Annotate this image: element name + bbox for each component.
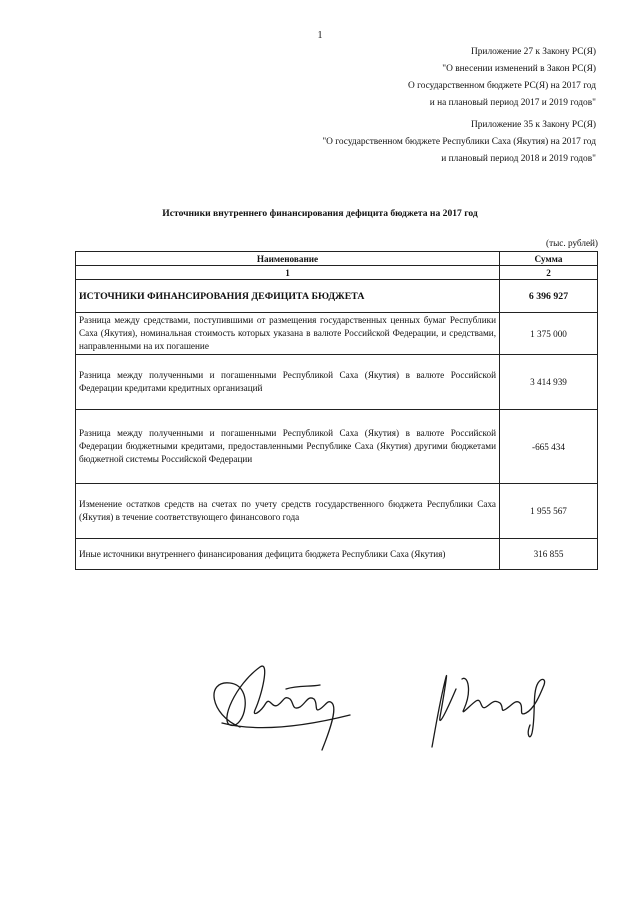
signature-left [214, 666, 350, 750]
row-amount: -665 434 [500, 410, 598, 484]
page-number: 1 [317, 30, 323, 41]
row-amount: 3 414 939 [500, 355, 598, 410]
appendix-27-line-3: О государственном бюджете РС(Я) на 2017 год [407, 81, 596, 91]
row-name: Изменение остатков средств на счетах по учету средств государственного бюджета Республики Саха (Якутия) в течение соответствующего финансового года [76, 484, 500, 539]
column-number-row [76, 266, 598, 280]
header-name: Наименование [76, 252, 500, 266]
appendix-35-header [322, 117, 596, 168]
table-row [76, 539, 598, 570]
table-row [76, 484, 598, 539]
table-row [76, 355, 598, 410]
table-row-total [76, 280, 598, 313]
column-number-1: 1 [76, 266, 500, 280]
row-name: Разница между полученными и погашенными Республикой Саха (Якутия) в валюте Российской Федерации кредитами кредитных организаций [76, 355, 500, 410]
row-amount: 1 375 000 [500, 313, 598, 355]
header-amount: Сумма [500, 252, 598, 266]
row-name: ИСТОЧНИКИ ФИНАНСИРОВАНИЯ ДЕФИЦИТА БЮДЖЕТА [76, 280, 500, 313]
row-amount: 316 855 [500, 539, 598, 570]
row-name: Иные источники внутреннего финансирования дефицита бюджета Республики Саха (Якутия) [76, 539, 500, 570]
row-amount: 6 396 927 [500, 280, 598, 313]
signatures [200, 655, 580, 765]
appendix-27-header [408, 44, 596, 112]
row-name: Разница между полученными и погашенными Республикой Саха (Якутия) в валюте Российской Федерации бюджетными кредитами, предоставленными Республике Саха (Якутия) другими бюджетами бюджетной системы Российской Федерации [76, 410, 500, 484]
table-row [76, 313, 598, 355]
column-number-2: 2 [500, 266, 598, 280]
appendix-27-line-4: и на плановый период 2017 и 2019 годов" [429, 98, 596, 108]
row-amount: 1 955 567 [500, 484, 598, 539]
appendix-27-line-2: "О внесении изменений в Закон РС(Я) [442, 64, 596, 74]
appendix-27-line-1: Приложение 27 к Закону РС(Я) [470, 47, 596, 57]
appendix-35-line-1: Приложение 35 к Закону РС(Я) [470, 120, 596, 130]
table-row [76, 410, 598, 484]
signature-right [432, 676, 545, 747]
document-title: Источники внутреннего финансирования дефицита бюджета на 2017 год [162, 208, 478, 219]
row-name: Разница между средствами, поступившими от размещения государственных ценных бумаг Республики Саха (Якутия), номинальная стоимость которых указана в валюте Российской Федерации, и средствами, направленными на их погашение [76, 313, 500, 355]
table-header-row [76, 252, 598, 266]
financing-sources-table [75, 251, 598, 570]
appendix-35-line-2: "О государственном бюджете Республики Саха (Якутия) на 2017 год [322, 137, 596, 147]
appendix-35-line-3: и плановый период 2018 и 2019 годов" [441, 154, 596, 164]
units-label: (тыс. рублей) [546, 238, 598, 248]
